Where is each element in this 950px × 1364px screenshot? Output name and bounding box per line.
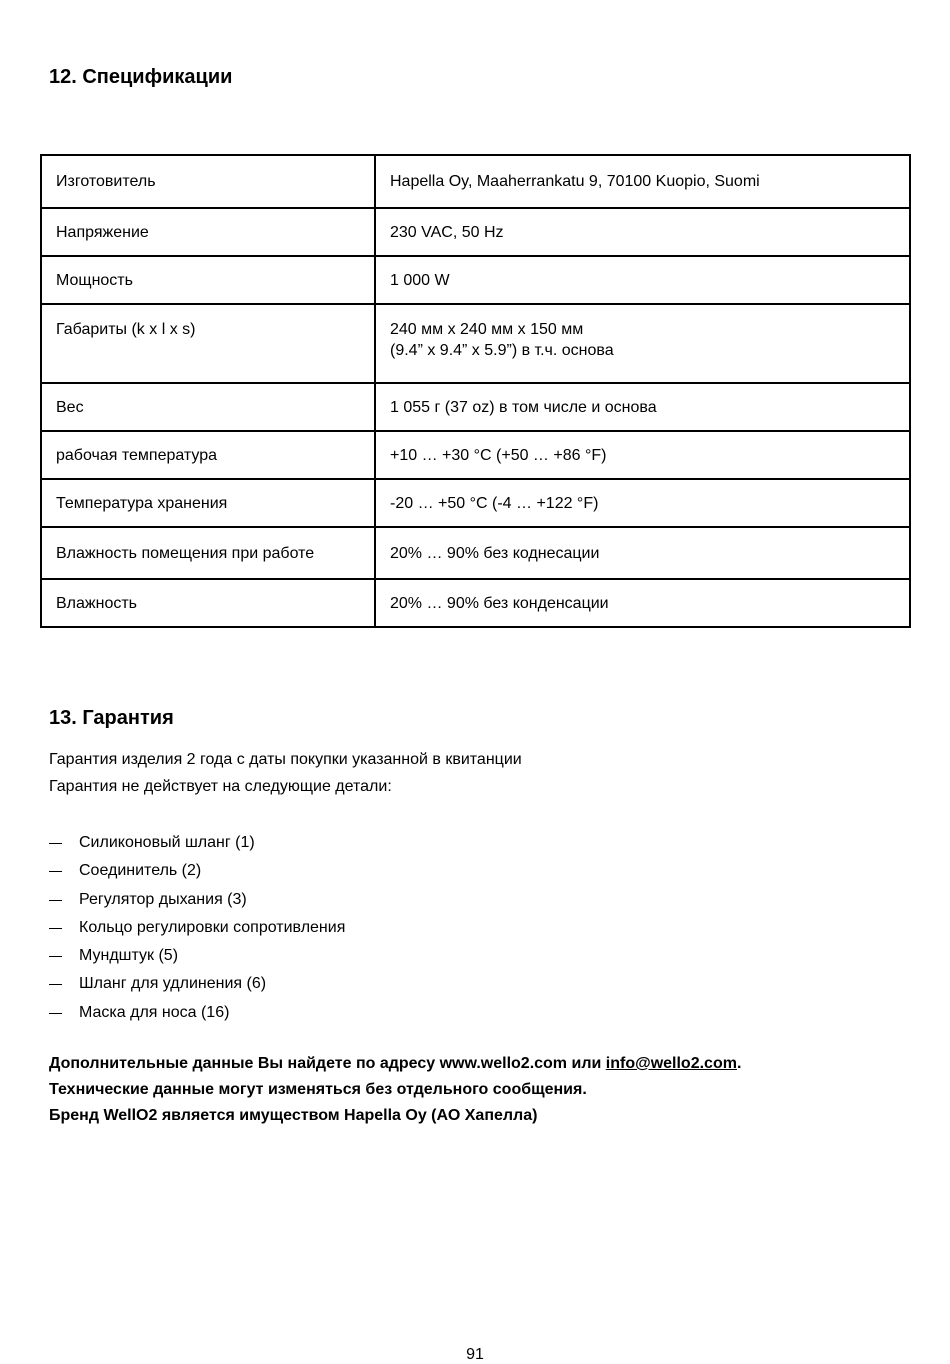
- spec-label: Температура хранения: [41, 479, 375, 527]
- table-row: [41, 431, 910, 479]
- table-row: [41, 527, 910, 579]
- spec-value: [375, 304, 910, 383]
- list-item: [49, 914, 345, 942]
- spec-value: 1 000 W: [375, 256, 910, 304]
- spec-value: Hapella Oy, Maaherrankatu 9, 70100 Kuopio, Suomi: [375, 155, 910, 208]
- info-line-3: Бренд WellO2 является имуществом Hapella Oy (АО Хапелла): [49, 1107, 538, 1124]
- warranty-text: [49, 746, 522, 800]
- table-row: [41, 579, 910, 627]
- additional-info: [49, 1051, 741, 1129]
- spec-value: 230 VAC, 50 Hz: [375, 208, 910, 256]
- spec-value: -20 … +50 °C (-4 … +122 °F): [375, 479, 910, 527]
- spec-value: +10 … +30 °C (+50 … +86 °F): [375, 431, 910, 479]
- table-row: [41, 304, 910, 383]
- list-item-label: Мундштук (5): [79, 947, 179, 965]
- specifications-table: [40, 154, 911, 628]
- info-line-2: Технические данные могут изменяться без отдельного сообщения.: [49, 1081, 587, 1098]
- list-item-label: Маска для носа (16): [79, 1003, 230, 1021]
- list-item-label: Кольцо регулировки сопротивления: [79, 918, 346, 936]
- dash-bullet-icon: [49, 871, 62, 872]
- email-link[interactable]: info@wello2.com: [605, 1055, 737, 1072]
- spec-label: Влажность помещения при работе: [41, 527, 375, 579]
- list-item: [49, 942, 345, 970]
- page-number: 91: [466, 1346, 484, 1363]
- list-item: [49, 999, 345, 1027]
- dash-bullet-icon: [49, 956, 62, 957]
- table-row: [41, 479, 910, 527]
- table-row: [41, 155, 910, 208]
- list-item: [49, 857, 345, 885]
- dash-bullet-icon: [49, 984, 62, 985]
- table-row: [41, 383, 910, 431]
- spec-label: рабочая температура: [41, 431, 375, 479]
- spec-label: Изготовитель: [41, 155, 375, 208]
- list-item: [49, 829, 345, 857]
- section-13-heading: 13. Гарантия: [49, 707, 174, 729]
- list-item-label: Регулятор дыхания (3): [79, 890, 247, 908]
- dash-bullet-icon: [49, 928, 62, 929]
- warranty-line-2: Гарантия не действует на следующие детали:: [49, 778, 392, 795]
- spec-label: Мощность: [41, 256, 375, 304]
- info-punctuation: .: [736, 1055, 742, 1072]
- spec-value-line-2: (9.4” x 9.4” x 5.9”) в т.ч. основа: [390, 342, 614, 359]
- spec-value-line-1: 240 мм x 240 мм x 150 мм: [390, 321, 584, 338]
- spec-label: Влажность: [41, 579, 375, 627]
- spec-value: 20% … 90% без коднесации: [375, 527, 910, 579]
- section-12-heading: 12. Спецификации: [49, 66, 233, 88]
- warranty-line-1: Гарантия изделия 2 года с даты покупки указанной в квитанции: [49, 751, 522, 768]
- dash-bullet-icon: [49, 900, 62, 901]
- info-text: Дополнительные данные Вы найдете по адресу www.wello2.com или: [49, 1055, 606, 1072]
- spec-label: Вес: [41, 383, 375, 431]
- table-row: [41, 208, 910, 256]
- excluded-parts-list: [49, 829, 345, 1027]
- spec-value: 20% … 90% без конденсации: [375, 579, 910, 627]
- dash-bullet-icon: [49, 843, 62, 844]
- table-row: [41, 256, 910, 304]
- list-item-label: Шланг для удлинения (6): [79, 975, 267, 993]
- list-item: [49, 886, 345, 914]
- spec-label: Габариты (k x l x s): [41, 304, 375, 383]
- spec-label: Напряжение: [41, 208, 375, 256]
- info-line-1: [49, 1051, 741, 1077]
- spec-value: 1 055 г (37 oz) в том числе и основа: [375, 383, 910, 431]
- dash-bullet-icon: [49, 1013, 62, 1014]
- list-item-label: Соединитель (2): [79, 862, 202, 880]
- list-item: [49, 970, 345, 998]
- list-item-label: Силиконовый шланг (1): [79, 834, 255, 851]
